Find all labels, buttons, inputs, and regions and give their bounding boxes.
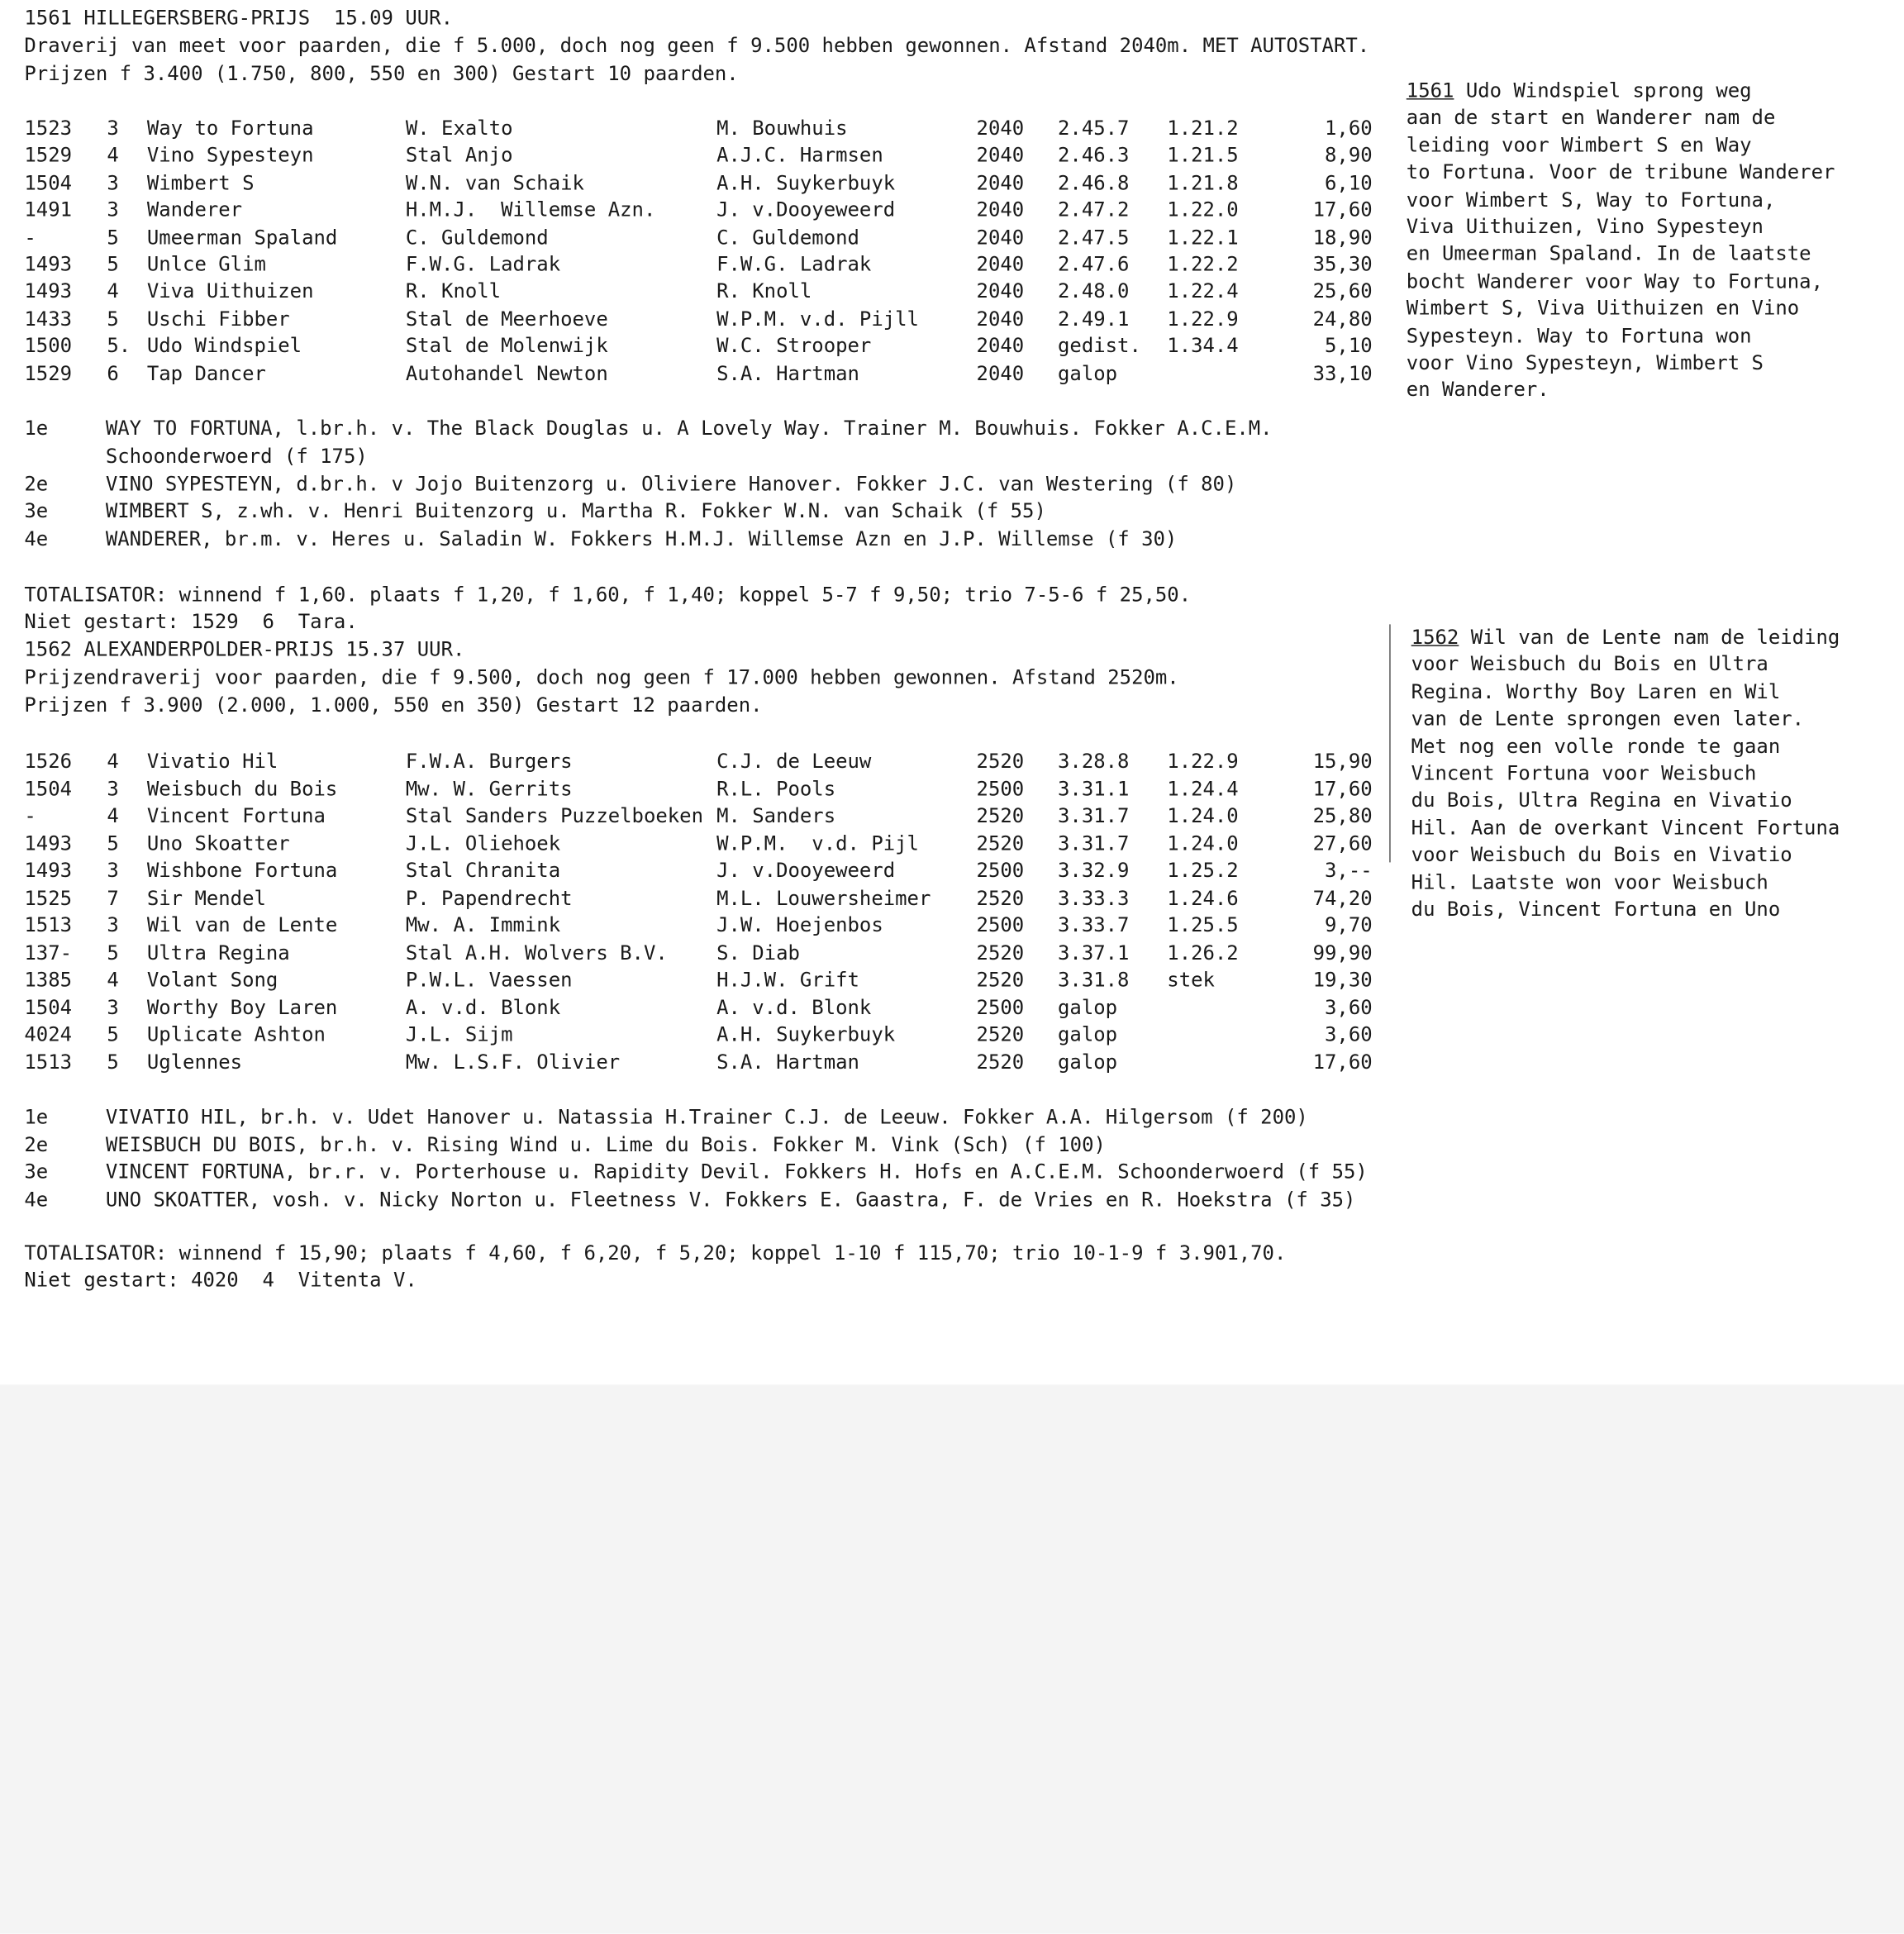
- race-reference: 1561: [1406, 79, 1454, 102]
- age: 6: [107, 361, 119, 385]
- time: 2.47.5: [1058, 225, 1130, 249]
- commentary-line: Vincent Fortuna voor Weisbuch: [1411, 761, 1757, 785]
- odds: 1,60: [1325, 117, 1373, 141]
- owner: A. v.d. Blonk: [405, 995, 561, 1019]
- owner: Stal A.H. Wolvers B.V.: [405, 941, 668, 965]
- age: 3: [107, 198, 119, 222]
- distance: 2520: [976, 1050, 1025, 1074]
- owner: R. Knoll: [405, 279, 502, 303]
- table-row: [24, 333, 1384, 360]
- time: 3.31.8: [1058, 968, 1130, 992]
- table-row: [24, 830, 1384, 857]
- km-time: 1.22.0: [1167, 198, 1239, 222]
- km-time: 1.24.6: [1167, 886, 1239, 909]
- age: 3: [107, 170, 119, 194]
- driver: W.C. Strooper: [716, 334, 872, 358]
- km-time: 1.22.9: [1167, 749, 1239, 773]
- commentary-line: bocht Wanderer voor Way to Fortuna,: [1406, 269, 1823, 293]
- placing-text: UNO SKOATTER, vosh. v. Nicky Norton u. Fleetness V. Fokkers E. Gaastra, F. de Vries en R. Hoekstra (f 35): [105, 1187, 1356, 1211]
- owner: J.L. Oliehoek: [405, 831, 561, 855]
- start-number: 1504: [24, 995, 73, 1019]
- start-number: 1525: [24, 886, 73, 909]
- placing-position: 2e: [24, 1132, 49, 1156]
- distance: 2500: [976, 776, 1025, 800]
- distance: 2520: [976, 803, 1025, 827]
- time: 2.46.3: [1058, 143, 1130, 167]
- age: 5: [107, 1050, 119, 1074]
- race1-prizes: Prijzen f 3.400 (1.750, 800, 550 en 300) Gestart 10 paarden.: [24, 61, 739, 85]
- age: 7: [107, 886, 119, 909]
- start-number: 1513: [24, 1050, 73, 1074]
- age: 4: [107, 143, 119, 167]
- distance: 2040: [976, 225, 1025, 249]
- commentary-line: Hil. Aan de overkant Vincent Fortuna: [1411, 816, 1840, 840]
- odds: 3,60: [1325, 1022, 1373, 1046]
- driver: A. v.d. Blonk: [716, 995, 872, 1019]
- km-time: 1.21.2: [1167, 117, 1239, 141]
- time: 2.46.8: [1058, 170, 1130, 194]
- km-time: 1.22.9: [1167, 307, 1239, 331]
- owner: Stal Anjo: [405, 143, 513, 167]
- km-time: stek: [1167, 968, 1215, 992]
- horse-name: Vivatio Hil: [146, 749, 278, 773]
- horse-name: Uschi Fibber: [146, 307, 290, 331]
- table-row: [24, 224, 1384, 251]
- driver: S. Diab: [716, 941, 800, 965]
- age: 4: [107, 279, 119, 303]
- owner: Stal de Meerhoeve: [405, 307, 608, 331]
- distance: 2520: [976, 1022, 1025, 1046]
- odds: 17,60: [1312, 1050, 1373, 1074]
- owner: W.N. van Schaik: [405, 170, 584, 194]
- km-time: 1.25.5: [1167, 913, 1239, 937]
- distance: 2520: [976, 831, 1025, 855]
- start-number: 1493: [24, 279, 73, 303]
- driver: A.H. Suykerbuyk: [716, 170, 896, 194]
- horse-name: Way to Fortuna: [146, 117, 314, 141]
- table-row: [24, 360, 1384, 388]
- owner: F.W.G. Ladrak: [405, 252, 561, 276]
- table-row: [24, 803, 1384, 830]
- table-row: [24, 885, 1384, 912]
- odds: 27,60: [1312, 831, 1373, 855]
- start-number: 4024: [24, 1022, 73, 1046]
- placing-position: 4e: [24, 1187, 49, 1211]
- odds: 9,70: [1325, 913, 1373, 937]
- km-time: 1.24.4: [1167, 776, 1239, 800]
- table-row: [24, 858, 1384, 885]
- age: 3: [107, 859, 119, 882]
- table-row: [24, 775, 1384, 803]
- time: 2.47.6: [1058, 252, 1130, 276]
- driver: J.W. Hoejenbos: [716, 913, 883, 937]
- time: galop: [1058, 1050, 1118, 1074]
- race2-not-started: Niet gestart: 4020 4 Vitenta V.: [24, 1268, 417, 1292]
- background-panel-lower: [0, 1384, 1904, 1933]
- commentary-line: to Fortuna. Voor de tribune Wanderer: [1406, 160, 1835, 184]
- driver: C.J. de Leeuw: [716, 749, 872, 773]
- odds: 3,--: [1325, 859, 1373, 882]
- distance: 2040: [976, 334, 1025, 358]
- horse-name: Uglennes: [146, 1050, 243, 1074]
- distance: 2520: [976, 941, 1025, 965]
- start-number: 1500: [24, 334, 73, 358]
- commentary-text: Udo Windspiel sprong weg: [1454, 79, 1752, 102]
- owner: Mw. L.S.F. Olivier: [405, 1050, 621, 1074]
- driver: S.A. Hartman: [716, 361, 859, 385]
- owner: Stal Sanders Puzzelboeken: [405, 803, 703, 827]
- odds: 74,20: [1312, 886, 1373, 909]
- driver: R. Knoll: [716, 279, 812, 303]
- age: 4: [107, 803, 119, 827]
- horse-name: Ultra Regina: [146, 941, 290, 965]
- owner: W. Exalto: [405, 117, 513, 141]
- table-row: [24, 940, 1384, 967]
- race1-not-started: Niet gestart: 1529 6 Tara.: [24, 609, 358, 633]
- horse-name: Wanderer: [146, 198, 243, 222]
- km-time: 1.24.0: [1167, 831, 1239, 855]
- placing-text: VIVATIO HIL, br.h. v. Udet Hanover u. Natassia H.Trainer C.J. de Leeuw. Fokker A.A. Hilgersom (f 200): [105, 1105, 1308, 1129]
- horse-name: Unlce Glim: [146, 252, 266, 276]
- odds: 33,10: [1312, 361, 1373, 385]
- distance: 2040: [976, 361, 1025, 385]
- age: 5: [107, 225, 119, 249]
- distance: 2040: [976, 279, 1025, 303]
- owner: C. Guldemond: [405, 225, 549, 249]
- race1-totalisator: TOTALISATOR: winnend f 1,60. plaats f 1,20, f 1,60, f 1,40; koppel 5-7 f 9,50; trio 7-5-6 f 25,50.: [24, 583, 1192, 607]
- time: 3.31.7: [1058, 803, 1130, 827]
- driver: F.W.G. Ladrak: [716, 252, 872, 276]
- commentary-line: Wimbert S, Viva Uithuizen en Vino: [1406, 296, 1800, 320]
- horse-name: Wil van de Lente: [146, 913, 338, 937]
- owner: Stal de Molenwijk: [405, 334, 608, 358]
- age: 5: [107, 307, 119, 331]
- age: 3: [107, 776, 119, 800]
- start-number: 1493: [24, 831, 73, 855]
- horse-name: Vincent Fortuna: [146, 803, 326, 827]
- commentary-line: en Umeerman Spaland. In de laatste: [1406, 242, 1811, 265]
- commentary-line: en Wanderer.: [1406, 378, 1549, 402]
- time: 3.37.1: [1058, 941, 1130, 965]
- start-number: 1504: [24, 170, 73, 194]
- commentary-line: van de Lente sprongen even later.: [1411, 707, 1805, 731]
- odds: 5,10: [1325, 334, 1373, 358]
- age: 5: [107, 1022, 119, 1046]
- horse-name: Vino Sypesteyn: [146, 143, 314, 167]
- odds: 15,90: [1312, 749, 1373, 773]
- start-number: -: [24, 225, 36, 249]
- time: 2.47.2: [1058, 198, 1130, 222]
- commentary-line: voor Weisbuch du Bois en Ultra: [1411, 652, 1768, 676]
- race1-conditions: Draverij van meet voor paarden, die f 5.000, doch nog geen f 9.500 hebben gewonnen. Afstand 2040m. MET AUTOSTART.: [24, 34, 1370, 58]
- commentary-line: Viva Uithuizen, Vino Sypesteyn: [1406, 215, 1764, 239]
- time: 3.33.3: [1058, 886, 1130, 909]
- table-row: [24, 116, 1384, 143]
- start-number: -: [24, 803, 36, 827]
- driver: W.P.M. v.d. Pijll: [716, 307, 919, 331]
- horse-name: Worthy Boy Laren: [146, 995, 338, 1019]
- start-number: 1493: [24, 859, 73, 882]
- commentary-line: [1411, 624, 1840, 651]
- driver: W.P.M. v.d. Pijl: [716, 831, 919, 855]
- placing-text: VINCENT FORTUNA, br.r. v. Porterhouse u. Rapidity Devil. Fokkers H. Hofs en A.C.E.M. Schoonderwoerd (f 55): [105, 1160, 1368, 1184]
- owner: Mw. A. Immink: [405, 913, 561, 937]
- time: 3.31.7: [1058, 831, 1130, 855]
- driver: M. Bouwhuis: [716, 117, 848, 141]
- horse-name: Udo Windspiel: [146, 334, 302, 358]
- placing-text: WIMBERT S, z.wh. v. Henri Buitenzorg u. Martha R. Fokker W.N. van Schaik (f 55): [105, 499, 1046, 523]
- placing-text: Schoonderwoerd (f 175): [105, 444, 368, 468]
- race-reference: 1562: [1411, 625, 1459, 649]
- time: 3.31.1: [1058, 776, 1130, 800]
- commentary-line: voor Wimbert S, Way to Fortuna,: [1406, 188, 1776, 212]
- commentary-line: [1407, 78, 1752, 105]
- commentary-line: Regina. Worthy Boy Laren en Wil: [1411, 679, 1781, 703]
- placing-position: 1e: [24, 1105, 49, 1129]
- owner: Stal Chranita: [405, 859, 561, 882]
- time: 3.28.8: [1058, 749, 1130, 773]
- table-row: [24, 143, 1384, 170]
- start-number: 1529: [24, 143, 73, 167]
- age: 5: [107, 941, 119, 965]
- distance: 2500: [976, 859, 1025, 882]
- age: 5.: [107, 334, 131, 358]
- driver: A.J.C. Harmsen: [716, 143, 883, 167]
- placing-position: 1e: [24, 417, 49, 440]
- distance: 2040: [976, 143, 1025, 167]
- odds: 19,30: [1312, 968, 1373, 992]
- driver: H.J.W. Grift: [716, 968, 859, 992]
- commentary-line: Hil. Laatste won voor Weisbuch: [1411, 870, 1768, 894]
- race2-totalisator: TOTALISATOR: winnend f 15,90; plaats f 4,60, f 6,20, f 5,20; koppel 1-10 f 115,70; trio 10-1-9 f 3.901,70.: [24, 1241, 1287, 1265]
- start-number: 1526: [24, 749, 73, 773]
- commentary-line: du Bois, Ultra Regina en Vivatio: [1411, 788, 1792, 812]
- horse-name: Weisbuch du Bois: [146, 776, 338, 800]
- horse-name: Wishbone Fortuna: [146, 859, 338, 882]
- time: 2.45.7: [1058, 117, 1130, 141]
- placing-position: 2e: [24, 472, 49, 495]
- table-row: [24, 197, 1384, 224]
- commentary-line: leiding voor Wimbert S en Way: [1406, 133, 1752, 157]
- owner: Autohandel Newton: [405, 361, 608, 385]
- commentary-line: voor Vino Sypesteyn, Wimbert S: [1406, 350, 1764, 374]
- age: 3: [107, 117, 119, 141]
- table-row: [24, 251, 1384, 279]
- driver: M. Sanders: [716, 803, 836, 827]
- commentary-line: du Bois, Vincent Fortuna en Uno: [1411, 898, 1781, 921]
- table-row: [24, 279, 1384, 306]
- race2-conditions: Prijzendraverij voor paarden, die f 9.500, doch nog geen f 17.000 hebben gewonnen. Afstand 2520m.: [24, 665, 1179, 689]
- driver: S.A. Hartman: [716, 1050, 859, 1074]
- km-time: 1.21.5: [1167, 143, 1239, 167]
- km-time: 1.24.0: [1167, 803, 1239, 827]
- km-time: 1.34.4: [1167, 334, 1239, 358]
- odds: 3,60: [1325, 995, 1373, 1019]
- odds: 6,10: [1325, 170, 1373, 194]
- distance: 2500: [976, 995, 1025, 1019]
- odds: 35,30: [1312, 252, 1373, 276]
- table-row: [24, 306, 1384, 333]
- horse-name: Tap Dancer: [146, 361, 266, 385]
- time: 3.33.7: [1058, 913, 1130, 937]
- race2-header: 1562 ALEXANDERPOLDER-PRIJS 15.37 UUR.: [24, 637, 465, 661]
- start-number: 1529: [24, 361, 73, 385]
- placing-text: WAY TO FORTUNA, l.br.h. v. The Black Douglas u. A Lovely Way. Trainer M. Bouwhuis. Fokker A.C.E.M.: [105, 417, 1273, 440]
- age: 3: [107, 995, 119, 1019]
- commentary-divider: [1389, 624, 1390, 862]
- distance: 2040: [976, 252, 1025, 276]
- owner: P. Papendrecht: [405, 886, 573, 909]
- owner: J.L. Sijm: [405, 1022, 513, 1046]
- time: 2.48.0: [1058, 279, 1130, 303]
- placing-text: WEISBUCH DU BOIS, br.h. v. Rising Wind u. Lime du Bois. Fokker M. Vink (Sch) (f 100): [105, 1132, 1106, 1156]
- placing-text: WANDERER, br.m. v. Heres u. Saladin W. Fokkers H.M.J. Willemse Azn en J.P. Willemse (f 30): [105, 527, 1178, 551]
- table-row: [24, 967, 1384, 994]
- distance: 2040: [976, 307, 1025, 331]
- race1-header: 1561 HILLEGERSBERG-PRIJS 15.09 UUR.: [24, 6, 454, 30]
- km-time: 1.21.8: [1167, 170, 1239, 194]
- table-row: [24, 1022, 1384, 1049]
- driver: R.L. Pools: [716, 776, 836, 800]
- odds: 17,60: [1312, 776, 1373, 800]
- start-number: 1385: [24, 968, 73, 992]
- horse-name: Volant Song: [146, 968, 278, 992]
- start-number: 1513: [24, 913, 73, 937]
- horse-name: Uplicate Ashton: [146, 1022, 326, 1046]
- odds: 24,80: [1312, 307, 1373, 331]
- race2-prizes: Prijzen f 3.900 (2.000, 1.000, 550 en 350) Gestart 12 paarden.: [24, 693, 763, 717]
- km-time: 1.22.1: [1167, 225, 1239, 249]
- commentary-line: Met nog een volle ronde te gaan: [1411, 734, 1781, 758]
- time: galop: [1058, 995, 1118, 1019]
- driver: A.H. Suykerbuyk: [716, 1022, 896, 1046]
- driver: J. v.Dooyeweerd: [716, 859, 896, 882]
- km-time: 1.22.2: [1167, 252, 1239, 276]
- distance: 2500: [976, 913, 1025, 937]
- km-time: 1.25.2: [1167, 859, 1239, 882]
- commentary-line: Sypesteyn. Way to Fortuna won: [1406, 323, 1752, 347]
- driver: J. v.Dooyeweerd: [716, 198, 896, 222]
- distance: 2520: [976, 749, 1025, 773]
- driver: M.L. Louwersheimer: [716, 886, 931, 909]
- placing-position: 4e: [24, 527, 49, 551]
- distance: 2040: [976, 198, 1025, 222]
- commentary-line: aan de start en Wanderer nam de: [1406, 106, 1776, 130]
- table-row: [24, 912, 1384, 940]
- time: galop: [1058, 361, 1118, 385]
- age: 3: [107, 913, 119, 937]
- placing-text: VINO SYPESTEYN, d.br.h. v Jojo Buitenzorg u. Oliviere Hanover. Fokker J.C. van Westering (f 80): [105, 472, 1237, 495]
- owner: Mw. W. Gerrits: [405, 776, 573, 800]
- odds: 17,60: [1312, 198, 1373, 222]
- km-time: 1.26.2: [1167, 941, 1239, 965]
- time: 2.49.1: [1058, 307, 1130, 331]
- time: gedist.: [1058, 334, 1141, 358]
- odds: 99,90: [1312, 941, 1373, 965]
- age: 4: [107, 749, 119, 773]
- owner: H.M.J. Willemse Azn.: [405, 198, 656, 222]
- horse-name: Viva Uithuizen: [146, 279, 314, 303]
- odds: 18,90: [1312, 225, 1373, 249]
- distance: 2040: [976, 117, 1025, 141]
- horse-name: Uno Skoatter: [146, 831, 290, 855]
- odds: 8,90: [1325, 143, 1373, 167]
- start-number: 137-: [24, 941, 73, 965]
- distance: 2040: [976, 170, 1025, 194]
- driver: C. Guldemond: [716, 225, 859, 249]
- placing-position: 3e: [24, 1160, 49, 1184]
- table-row: [24, 994, 1384, 1022]
- owner: P.W.L. Vaessen: [405, 968, 573, 992]
- table-row: [24, 1049, 1384, 1076]
- age: 4: [107, 968, 119, 992]
- distance: 2520: [976, 968, 1025, 992]
- age: 5: [107, 831, 119, 855]
- table-row: [24, 748, 1384, 775]
- start-number: 1523: [24, 117, 73, 141]
- km-time: 1.22.4: [1167, 279, 1239, 303]
- time: galop: [1058, 1022, 1118, 1046]
- placing-position: 3e: [24, 499, 49, 523]
- odds: 25,60: [1312, 279, 1373, 303]
- horse-name: Sir Mendel: [146, 886, 266, 909]
- time: 3.32.9: [1058, 859, 1130, 882]
- start-number: 1504: [24, 776, 73, 800]
- start-number: 1493: [24, 252, 73, 276]
- start-number: 1433: [24, 307, 73, 331]
- commentary-line: voor Weisbuch du Bois en Vivatio: [1411, 843, 1792, 867]
- horse-name: Umeerman Spaland: [146, 225, 338, 249]
- table-row: [24, 169, 1384, 197]
- owner: F.W.A. Burgers: [405, 749, 573, 773]
- distance: 2520: [976, 886, 1025, 909]
- age: 5: [107, 252, 119, 276]
- horse-name: Wimbert S: [146, 170, 255, 194]
- start-number: 1491: [24, 198, 73, 222]
- odds: 25,80: [1312, 803, 1373, 827]
- commentary-text: Wil van de Lente nam de leiding: [1459, 625, 1840, 649]
